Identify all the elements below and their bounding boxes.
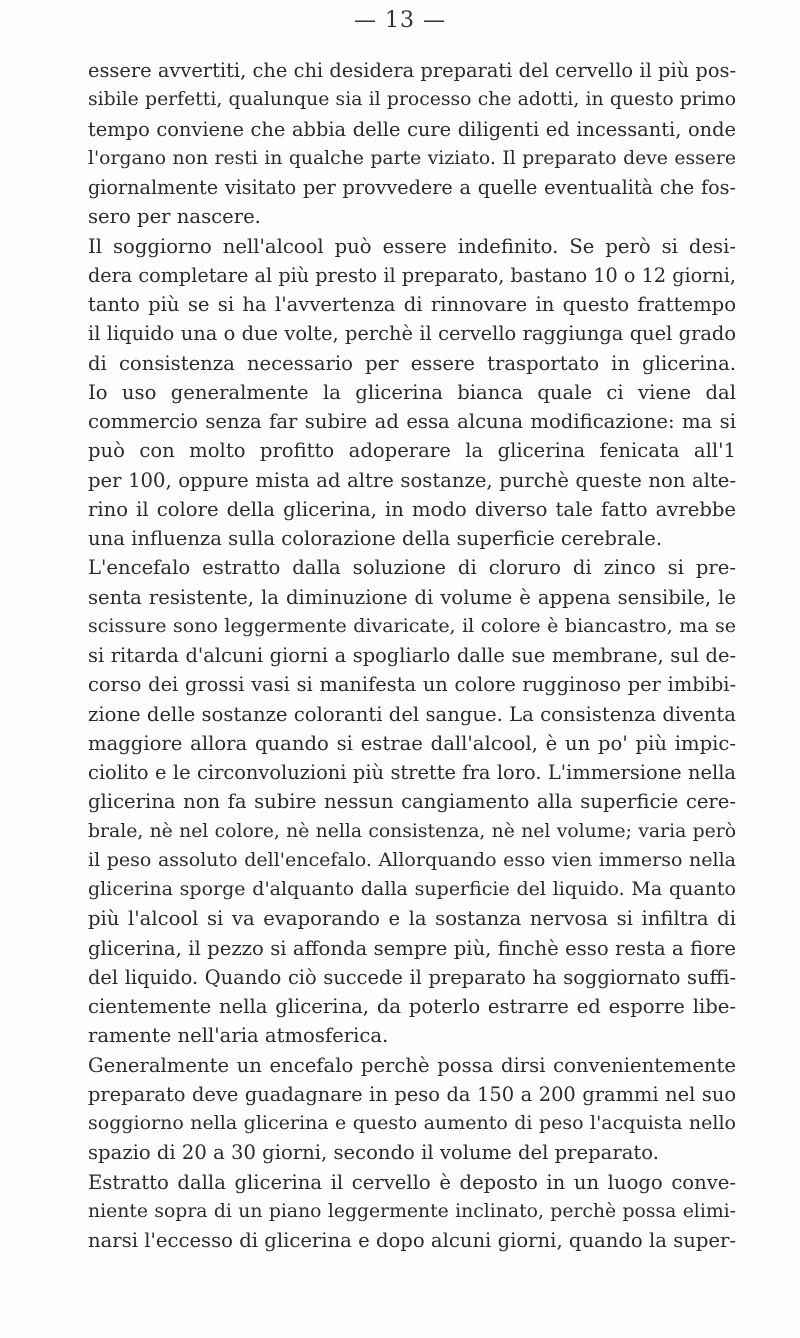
text-line: spazio di 20 a 30 giorni, secondo il volume del preparato. — [88, 1141, 659, 1165]
text-line: soggiorno nella glicerina e questo aumento di peso l'acquista nello — [88, 1112, 736, 1134]
text-line: scissure sono leggermente divaricate, il colore è biancastro, ma se — [88, 614, 736, 637]
text-line: glicerina, il pezzo si affonda sempre più, finchè esso resta a fiore — [88, 936, 736, 960]
text-line: una influenza sulla colorazione della superficie cerebrale. — [88, 527, 663, 550]
text-line: ramente nell'aria atmosferica. — [88, 1024, 389, 1048]
text-line: essere avvertiti, che chi desidera preparati del cervello il più pos- — [88, 59, 736, 82]
text-line: Estratto dalla glicerina il cervello è deposto in un luogo conve- — [88, 1170, 736, 1194]
text-line: per 100, oppure mista ad altre sostanze, purchè queste non alte- — [88, 468, 736, 492]
text-line: niente sopra di un piano leggermente inclinato, perchè possa elimi- — [88, 1200, 736, 1222]
text-line: preparato deve guadagnare in peso da 150 a 200 grammi nel suo — [88, 1082, 736, 1106]
text-line: glicerina sporge d'alquanto dalla superficie del liquido. Ma quanto — [88, 878, 736, 900]
text-line: maggiore allora quando si estrae dall'alcool, è un po' più impic- — [88, 731, 736, 755]
text-line: il peso assoluto dell'encefalo. Allorquando esso vien immerso nella — [88, 848, 736, 871]
text-line: più l'alcool si va evaporando e la sostanza nervosa si infiltra di — [88, 907, 736, 931]
text-line: giornalmente visitato per provvedere a quelle eventualità che fos- — [88, 176, 736, 199]
text-line: dera completare al più presto il preparato, bastano 10 o 12 giorni, — [88, 263, 736, 287]
text-line: si ritarda d'alcuni giorni a spogliarlo dalle sue membrane, sul de- — [88, 644, 736, 667]
text-line: Il soggiorno nell'alcool può essere indefinito. Se però si desi- — [88, 234, 736, 258]
text-line: senta resistente, la diminuzione di volume è appena sensibile, le — [88, 585, 736, 609]
text-line: L'encefalo estratto dalla soluzione di cloruro di zinco si pre- — [88, 556, 736, 580]
text-line: commercio senza far subire ad essa alcuna modificazione: ma si — [88, 410, 736, 433]
text-line: glicerina non fa subire nessun cangiamento alla superficie cere- — [88, 790, 736, 814]
text-line: zione delle sostanze coloranti del sangue. La consistenza diventa — [88, 702, 736, 726]
text-line: può con molto profitto adoperare la glicerina fenicata all'1 — [88, 439, 736, 463]
text-line: di consistenza necessario per essere trasportato in glicerina. — [88, 351, 736, 375]
body-text — [88, 56, 736, 1255]
text-line: l'organo non resti in qualche parte viziato. Il preparato deve essere — [88, 147, 736, 169]
text-line: narsi l'eccesso di glicerina e dopo alcuni giorni, quando la super- — [88, 1229, 736, 1252]
text-line: corso dei grossi vasi si manifesta un colore rugginoso per imbibi- — [88, 673, 736, 697]
text-line: tanto più se si ha l'avvertenza di rinnovare in questo frattempo — [88, 293, 736, 316]
text-line: cientemente nella glicerina, da poterlo estrarre ed esporre libe- — [88, 995, 736, 1018]
page-number: — 13 — — [354, 8, 446, 33]
text-line: ciolito e le circonvoluzioni più strette fra loro. L'immersione nella — [88, 761, 736, 784]
text-line: tempo conviene che abbia delle cure diligenti ed incessanti, onde — [88, 117, 736, 141]
text-line: sibile perfetti, qualunque sia il processo che adotti, in questo primo — [88, 89, 736, 111]
text-line: brale, nè nel colore, nè nella consistenza, nè nel volume; varia però — [88, 820, 736, 842]
text-line: il liquido una o due volte, perchè il cervello raggiunga quel grado — [88, 322, 736, 346]
text-line: rino il colore della glicerina, in modo diverso tale fatto avrebbe — [88, 497, 736, 521]
text-line: del liquido. Quando ciò succede il preparato ha soggiornato suffi- — [88, 965, 736, 989]
text-line: sero per nascere. — [88, 205, 261, 229]
text-line: Io uso generalmente la glicerina bianca quale ci viene dal — [88, 380, 736, 404]
text-line: Generalmente un encefalo perchè possa dirsi convenientemente — [88, 1053, 736, 1077]
